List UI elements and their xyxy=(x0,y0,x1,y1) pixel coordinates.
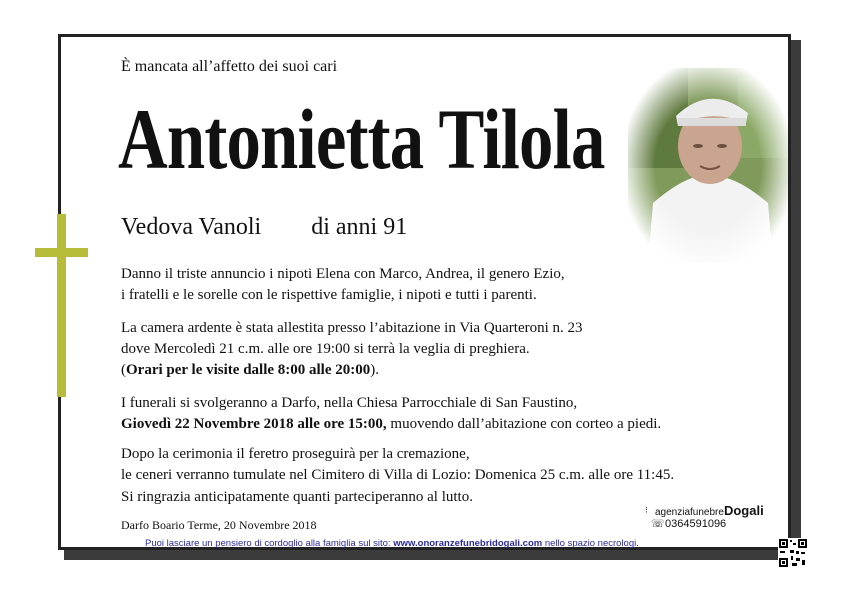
intro-text: È mancata all’affetto dei suoi cari xyxy=(121,58,338,75)
agency-name xyxy=(655,503,764,518)
agency-prefix: agenziafunebre xyxy=(655,507,724,518)
funeral-paragraph xyxy=(121,393,661,435)
agency-logo xyxy=(645,503,765,535)
chamber-paragraph xyxy=(121,318,583,381)
dots-icon: ⁝ xyxy=(645,505,648,515)
funeral-line-1: I funerali si svolgeranno a Darfo, nella Chiesa Parrocchiale di San Faustino, xyxy=(121,395,578,411)
funeral-line-2 xyxy=(121,414,661,435)
footer-post: nello spazio necrologi. xyxy=(542,538,639,549)
visiting-hours-open: ( xyxy=(121,362,126,378)
widow-of: Vedova Vanoli xyxy=(121,214,262,240)
after-ceremony-paragraph xyxy=(121,444,674,486)
thanks-text: Si ringrazia anticipatamente quanti parteciperanno al lutto. xyxy=(121,489,473,505)
deceased-photo xyxy=(628,68,788,263)
phone-icon: ☏ xyxy=(651,518,665,530)
agency-phone: 0364591096 xyxy=(665,518,727,530)
announcement-line-1: Danno il triste annuncio i nipoti Elena con Marco, Andrea, il genero Ezio, xyxy=(121,266,565,282)
visiting-hours-bold: Orari per le visite dalle 8:00 alle 20:00 xyxy=(126,362,371,378)
chamber-line-2: dove Mercoledì 21 c.m. alle ore 19:00 si terrà la veglia di preghiera. xyxy=(121,341,530,357)
footer-pre: Puoi lasciare un pensiero di cordoglio alla famiglia sul sito: xyxy=(145,538,394,549)
subtitle xyxy=(121,214,407,241)
funeral-date: Giovedì 22 Novembre 2018 alle ore 15:00, xyxy=(121,416,387,432)
announcement-line-2: i fratelli e le sorelle con le rispettive famiglie, i nipoti e tutti i parenti. xyxy=(121,287,537,303)
age: di anni 91 xyxy=(311,214,408,240)
after-line-2: le ceneri verranno tumulate nel Cimitero di Villa di Lozio: Domenica 25 c.m. alle ore 11:45. xyxy=(121,467,675,483)
chamber-line-1: La camera ardente è stata allestita presso l’abitazione in Via Quarteroni n. 23 xyxy=(121,320,583,336)
visiting-hours xyxy=(121,360,583,381)
footer-note xyxy=(145,538,639,549)
qr-code-icon[interactable] xyxy=(778,538,808,568)
footer-site-link[interactable]: www.onoranzefunebridogali.com xyxy=(393,538,543,549)
cross-icon-vertical xyxy=(57,214,66,397)
after-line-1: Dopo la cerimonia il feretro proseguirà per la cremazione, xyxy=(121,446,470,462)
cross-icon-horizontal xyxy=(35,248,88,257)
deceased-name: Antonietta Tilola xyxy=(118,91,605,187)
visiting-hours-close: ). xyxy=(370,362,380,378)
place-date: Darfo Boario Terme, 20 Novembre 2018 xyxy=(121,518,317,532)
funeral-procession: muovendo dall’abitazione con corteo a piedi. xyxy=(386,416,662,432)
agency-brand: Dogali xyxy=(723,503,764,518)
announcement-paragraph xyxy=(121,264,565,306)
